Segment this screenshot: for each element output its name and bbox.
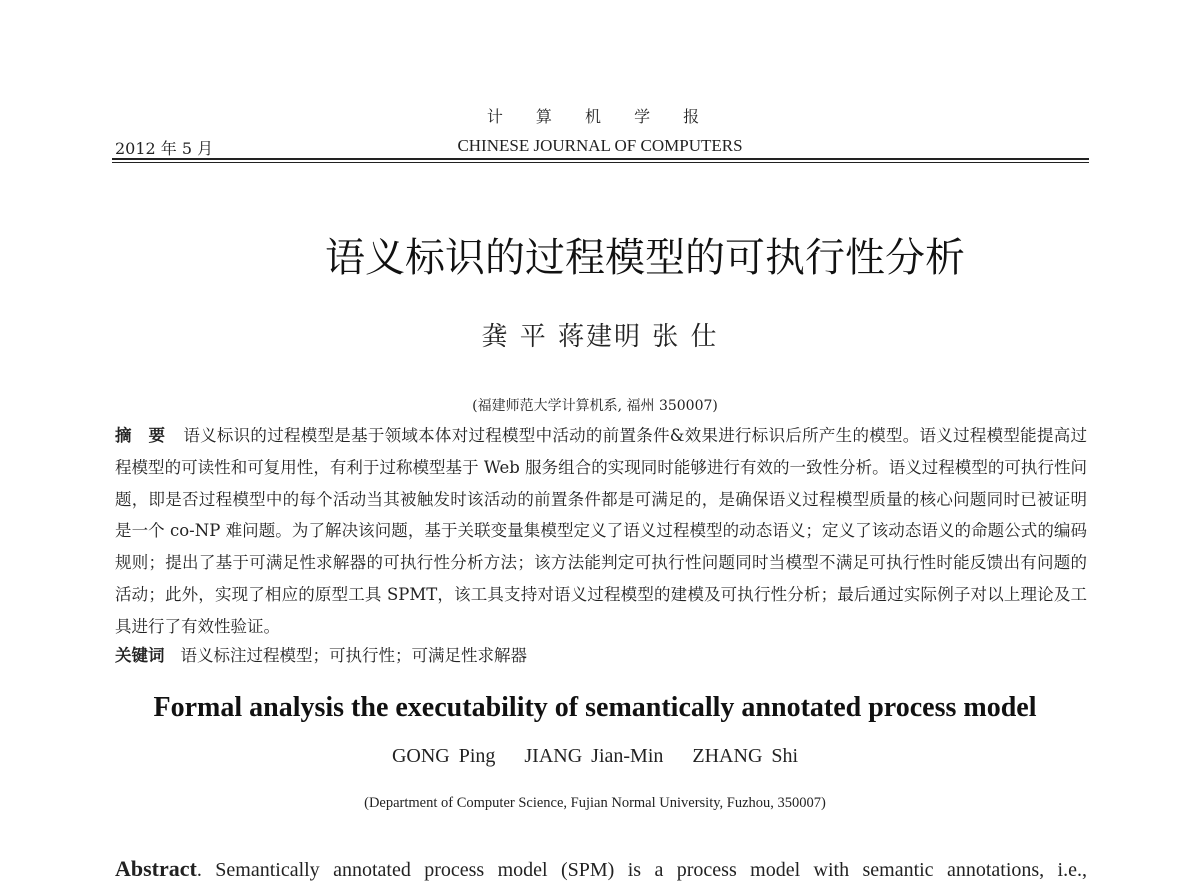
author-english: GONG Ping bbox=[391, 745, 496, 767]
abstract-chinese-text: 语义标识的过程模型是基于领域本体对过程模型中活动的前置条件&效果进行标识后所产生的模型。语义过程模型能提高过程模型的可读性和可复用性，有利于过称模型基于 Web 服务组合的实现同时能够进行有效的一致性分析。语义过程模型的可执行性问题，即是否过程模型中的每个活动当其被触发时该活动的前置条件都是可满足的，是确保语义过程模型质量的核心问题同时已被证明是一个 co-NP 难问题。为了解决该问题，基于关联变量集模型定义了语义过程模型的动态语义；定义了该动态语义的命题公式的编码规则；提出了基于可满足性求解器的可执行性分析方法；该方法能判定可执行性问题同时当模型不满足可执行性时能反馈出有问题的活动；此外，实现了相应的原型工具 SPMT，该工具支持对语义过程模型的建模及可执行性分析；最后通过实际例子对以上理论及工具进行了有效性验证。 bbox=[115, 426, 1088, 636]
journal-name-english: CHINESE JOURNAL OF COMPUTERS bbox=[457, 136, 743, 155]
abstract-english bbox=[115, 852, 1087, 887]
abstract-chinese-label: 摘 要 bbox=[115, 426, 166, 445]
keywords-chinese-label: 关键词 bbox=[115, 646, 165, 665]
authors-chinese: 龚 平 蒋建明 张 仕 bbox=[481, 322, 719, 352]
authors-english bbox=[0, 745, 1190, 768]
affiliation-english: (Department of Computer Science, Fujian Normal University, Fuzhou, 350007) bbox=[364, 795, 826, 811]
abstract-english-text: . Semantically annotated process model (SPM) is a process model with semantic annotations, i.e., bbox=[196, 859, 1087, 881]
author-english: ZHANG Shi bbox=[692, 745, 799, 767]
paper-title-english: Formal analysis the executability of semantically annotated process model bbox=[153, 692, 1037, 723]
abstract-chinese bbox=[115, 420, 1087, 643]
header-rule-thin bbox=[112, 162, 1089, 163]
keywords-chinese-text: 语义标注过程模型；可执行性；可满足性求解器 bbox=[180, 646, 527, 665]
paper-title-chinese: 语义标识的过程模型的可执行性分析 bbox=[325, 235, 965, 281]
issue-date: 2012 年 5 月 bbox=[115, 139, 214, 158]
header-rule-thick bbox=[112, 158, 1089, 160]
author-english: JIANG Jian-Min bbox=[524, 745, 664, 767]
affiliation-chinese: (福建师范大学计算机系, 福州 350007) bbox=[472, 398, 718, 414]
keywords-chinese bbox=[115, 642, 1087, 666]
abstract-english-label: Abstract bbox=[115, 856, 197, 881]
journal-name-chinese: 计 算 机 学 报 bbox=[486, 107, 714, 126]
